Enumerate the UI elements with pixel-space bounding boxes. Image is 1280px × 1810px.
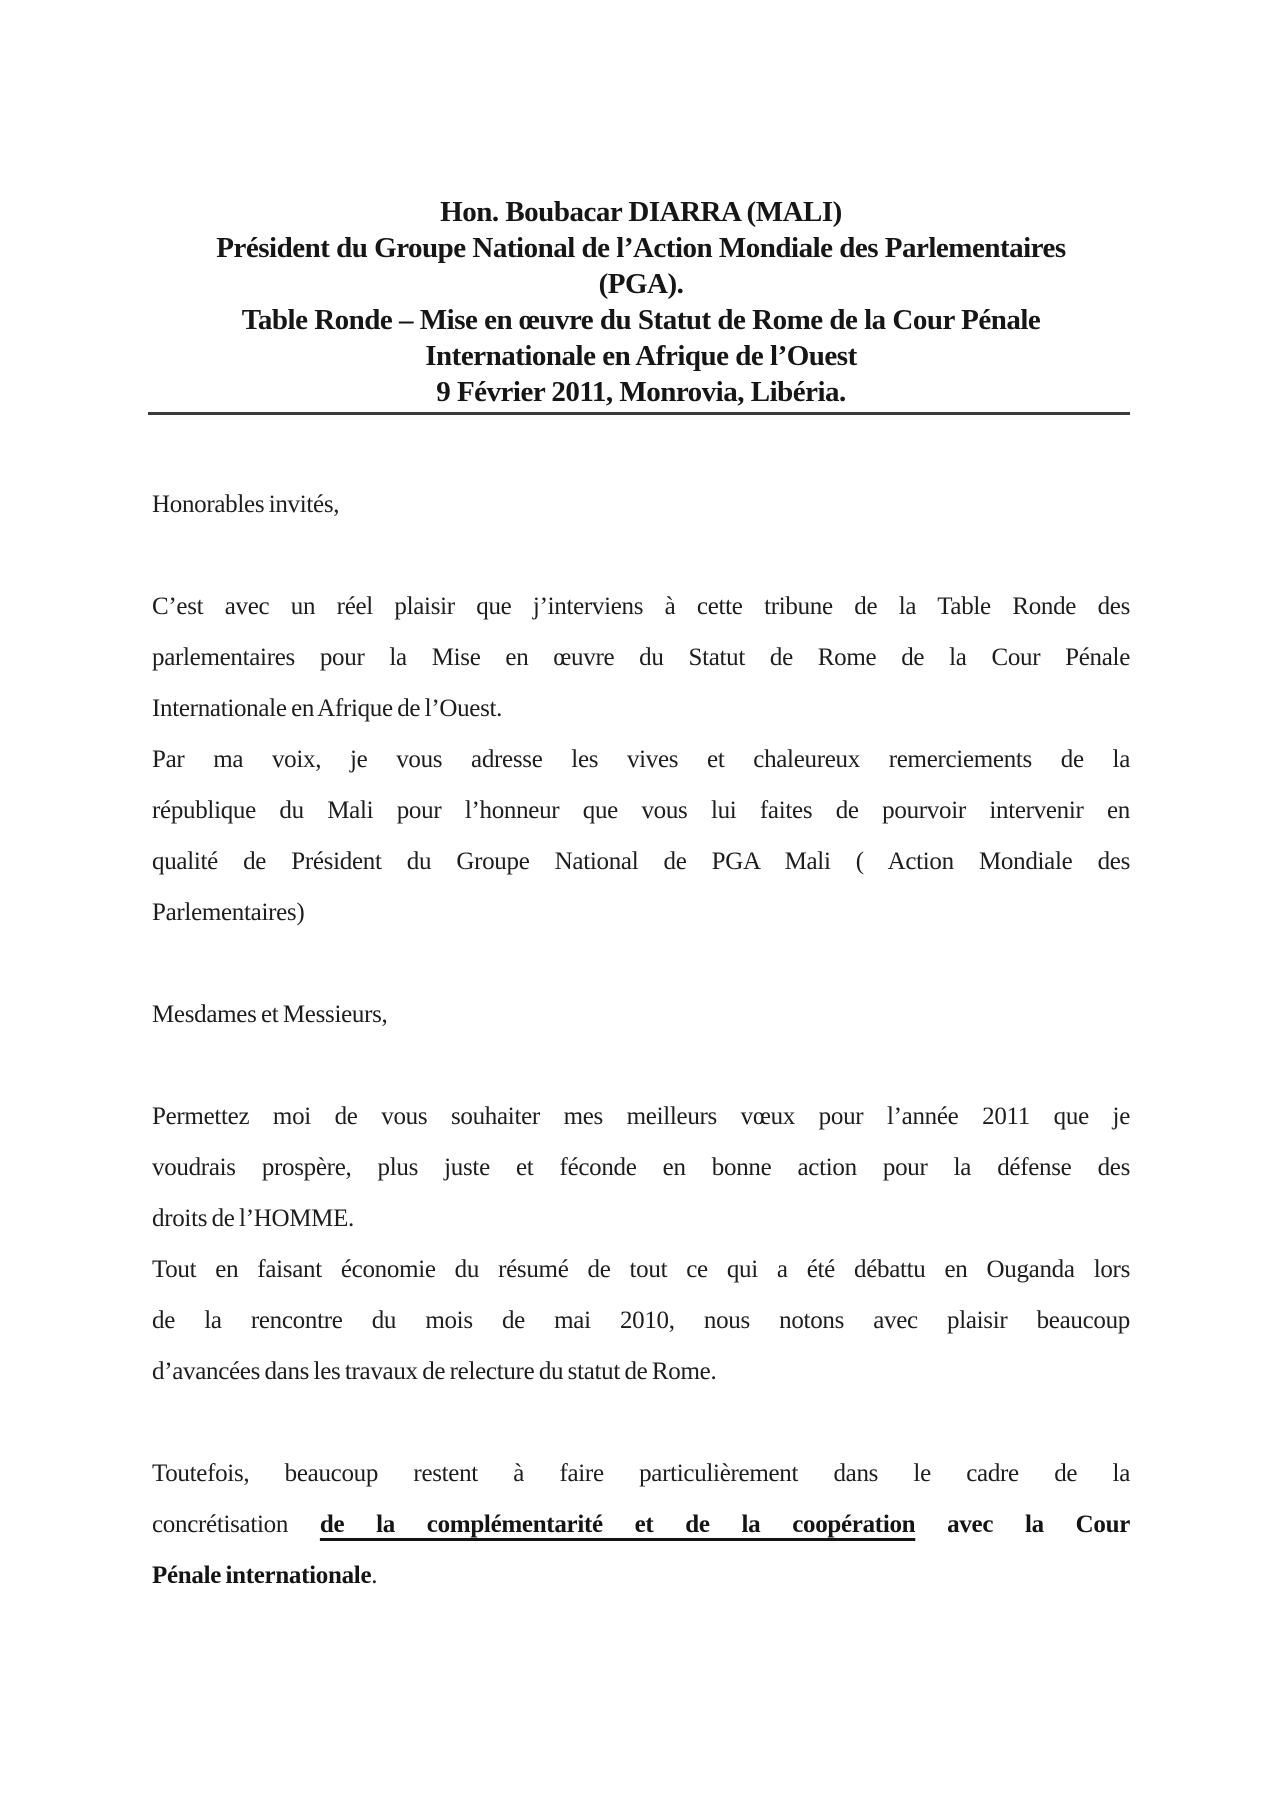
text-segment: Par ma voix, je vous adresse les vives et chaleureux remerciements de la (152, 746, 1130, 773)
text-line (152, 1499, 1130, 1550)
text-segment: Tout en faisant économie du résumé de tout ce qui a été débattu en Ouganda lors (152, 1256, 1130, 1283)
text-line (152, 734, 1130, 785)
text-line (152, 989, 1130, 1040)
text-line (152, 785, 1130, 836)
text-segment: voudrais prospère, plus juste et féconde en bonne action pour la défense des (152, 1154, 1130, 1181)
paragraph-remerciements-mali (152, 734, 1130, 938)
text-segment: Internationale en Afrique de l’Ouest. (152, 695, 503, 722)
title-line-3: (PGA). (598, 268, 684, 300)
text-segment: Mesdames et Messieurs, (152, 1001, 388, 1028)
text-line (152, 1295, 1130, 1346)
text-segment: C’est avec un réel plaisir que j’interviens à cette tribune de la Table Ronde des (152, 593, 1130, 620)
text-segment: . (371, 1562, 378, 1589)
text-segment: avec la Cour (947, 1511, 1130, 1538)
text-segment: de la rencontre du mois de mai 2010, nous notons avec plaisir beaucoup (152, 1307, 1130, 1334)
text-line (152, 632, 1130, 683)
title-divider (148, 412, 1130, 415)
text-segment: Parlementaires) (152, 899, 305, 926)
text-line (152, 1091, 1130, 1142)
paragraph-mesdames-messieurs (152, 989, 1130, 1040)
text-line (152, 1448, 1130, 1499)
title-line-5: Internationale en Afrique de l’Ouest (425, 340, 857, 372)
text-line (152, 1142, 1130, 1193)
text-line (152, 581, 1130, 632)
text-line (152, 887, 1130, 938)
text-segment: qualité de Président du Groupe National de PGA Mali ( Action Mondiale des (152, 848, 1130, 875)
title-line-2: Président du Groupe National de l’Action Mondiale des Parlementaires (216, 232, 1066, 264)
paragraph-salutation (152, 479, 1130, 530)
text-segment: droits de l’HOMME. (152, 1205, 355, 1232)
text-line (152, 1244, 1130, 1295)
text-line (152, 1550, 1130, 1601)
text-segment: Toutefois, beaucoup restent à faire particulièrement dans le cadre de la (152, 1460, 1130, 1487)
text-segment: Honorables invités, (152, 491, 340, 518)
text-line (152, 1346, 1130, 1397)
text-segment: parlementaires pour la Mise en œuvre du Statut de Rome de la Cour Pénale (152, 644, 1130, 671)
text-segment: Pénale internationale (152, 1562, 372, 1589)
title-line-6: 9 Février 2011, Monrovia, Libéria. (436, 376, 846, 408)
paragraph-toutefois-complementarite (152, 1448, 1130, 1601)
text-segment: d’avancées dans les travaux de relecture du statut de Rome. (152, 1358, 717, 1385)
text-line (152, 836, 1130, 887)
text-segment: république du Mali pour l’honneur que vous lui faites de pourvoir intervenir en (152, 797, 1130, 824)
paragraph-voeux-2011 (152, 1091, 1130, 1244)
text-segment (915, 1511, 947, 1538)
paragraph-intro-table-ronde (152, 581, 1130, 734)
page-content (152, 0, 1130, 1601)
text-segment: concrétisation (152, 1511, 320, 1538)
title-block (152, 194, 1130, 410)
title-line-4: Table Ronde – Mise en œuvre du Statut de Rome de la Cour Pénale (241, 304, 1041, 336)
document-body (152, 479, 1130, 1601)
text-segment: Permettez moi de vous souhaiter mes meilleurs vœux pour l’année 2011 que je (152, 1103, 1130, 1130)
text-segment: de la complémentarité et de la coopération (319, 1511, 916, 1538)
paragraph-ouganda-relecture (152, 1244, 1130, 1397)
text-line (152, 1193, 1130, 1244)
title-line-1: Hon. Boubacar DIARRA (MALI) (440, 196, 842, 228)
text-line (152, 683, 1130, 734)
text-line (152, 479, 1130, 530)
